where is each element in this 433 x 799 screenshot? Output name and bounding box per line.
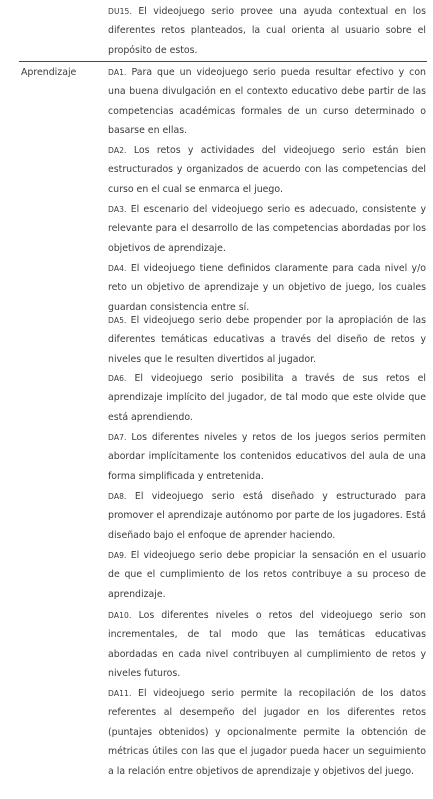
criterion-text: Los retos y actividades del videojuego serio están bien estructurados y organizados de acuerdo con las competencias del curso en el cual se enmarca el juego.	[108, 145, 426, 195]
criterion-text: El videojuego serio posibilita a través de sus retos el aprendizaje implícito del jugador, de tal modo que este olvide que está aprendiendo.	[108, 373, 426, 423]
criterion-code: DA11.	[108, 689, 132, 698]
criterion-code: DA9.	[108, 551, 127, 560]
criterion-du15	[108, 2, 426, 60]
criterion-text: El videojuego serio está diseñado y estructurado para promover el aprendizaje autónomo por parte de los jugadores. Está diseñado bajo el enfoque de aprender haciendo.	[108, 491, 426, 541]
criterion-da11	[108, 684, 426, 781]
criterion-text: El videojuego tiene definidos claramente para cada nivel y/o reto un objetivo de aprendizaje y un objetivo de juego, los cuales guardan consistencia entre sí.	[108, 263, 426, 313]
criterion-code: DA5.	[108, 316, 127, 325]
content-cell	[108, 2, 426, 60]
criterion-da2	[108, 141, 426, 199]
criterion-text: Los diferentes niveles o retos del videojuego serio son incrementales, de tal modo que las temáticas educativas abordadas en cada nivel contribuyen al cumplimiento de retos y niveles futuros.	[108, 610, 426, 680]
criterion-text: Los diferentes niveles y retos de los juegos serios permiten abordar implícitamente los contenidos educativos del aula de una forma simplificada y entretenida.	[108, 432, 426, 482]
criterion-text: El videojuego serio permite la recopilación de los datos referentes al desempeño del jugador en los diferentes retos (puntajes obtenidos) y opcionalmente permite la obtención de métricas útiles con las que el jugador pueda hacer un seguimiento a la relación entre objetivos de aprendizaje y objetivos del juego.	[108, 688, 426, 777]
criterion-da9	[108, 546, 426, 604]
criterion-da5	[108, 311, 426, 369]
criterion-da7	[108, 428, 426, 486]
table-divider	[19, 61, 427, 62]
criterion-text: El escenario del videojuego serio es adecuado, consistente y relevante para el desarrollo de las competencias abordadas por los objetivos de aprendizaje.	[108, 204, 426, 254]
criterion-code: DA4.	[108, 264, 127, 273]
criterion-code: DA2.	[108, 146, 127, 155]
criterion-da4	[108, 259, 426, 317]
criterion-da8	[108, 487, 426, 545]
section-label: Aprendizaje	[21, 67, 77, 78]
criterion-text: El videojuego serio provee una ayuda contextual en los diferentes retos planteados, la cual orienta al usuario sobre el propósito de estos.	[108, 6, 426, 56]
criterion-da6	[108, 369, 426, 427]
criterion-code: DA1.	[108, 68, 127, 77]
criterion-da10	[108, 606, 426, 684]
criterion-code: DA10.	[108, 611, 132, 620]
criterion-code: DA7.	[108, 433, 127, 442]
criterion-da1	[108, 63, 426, 141]
criterion-code: DA3.	[108, 205, 127, 214]
criterion-text: El videojuego serio debe propiciar la sensación en el usuario de que el cumplimiento de los retos contribuye a su proceso de aprendizaje.	[108, 550, 426, 600]
criterion-code: DU15.	[108, 7, 132, 16]
criterion-code: DA8.	[108, 492, 127, 501]
criterion-text: Para que un videojuego serio pueda resultar efectivo y con una buena divulgación en el contexto educativo debe partir de las competencias académicas formales de un curso determinado o basarse en ellas.	[108, 67, 426, 137]
criterion-da3	[108, 200, 426, 258]
criterion-text: El videojuego serio debe propender por la apropiación de las diferentes temáticas educativas a través del diseño de retos y niveles que le resulten divertidos al jugador.	[108, 315, 426, 365]
criterion-code: DA6.	[108, 374, 127, 383]
